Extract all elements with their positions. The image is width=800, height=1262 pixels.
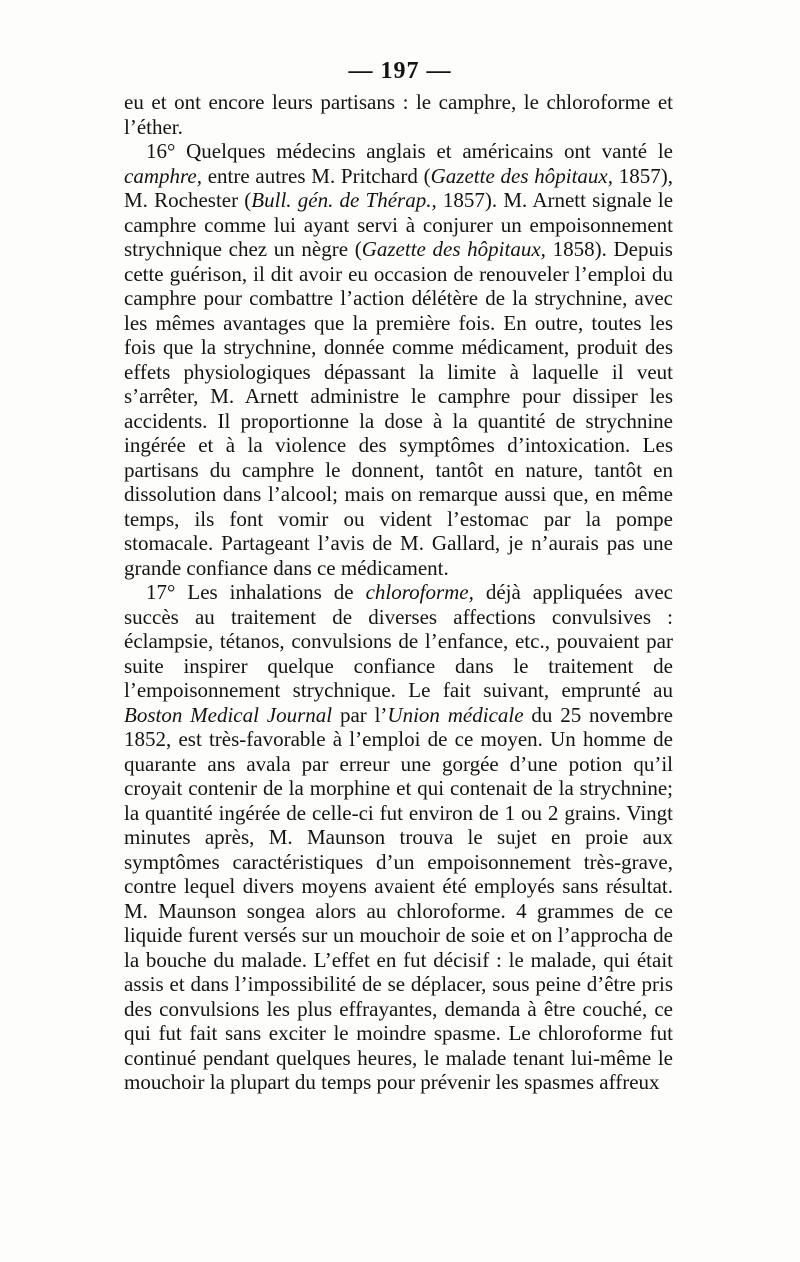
text-run: 1857). M. Arnett signale le camphre comme lui ayant servi à conjurer un empoisonnement strychnique chez un nègre ( xyxy=(124,188,674,261)
italic-run: Gazette des hôpitaux, xyxy=(361,237,546,261)
text-run: par l’ xyxy=(332,702,388,727)
text-run: entre autres M. Pritchard ( xyxy=(201,163,431,188)
text-run: eu et ont encore leurs partisans : le camphre, le chloroforme et l’éther. xyxy=(124,90,673,139)
italic-run: Bull. gén. de Thérap., xyxy=(251,188,437,212)
page-number: — 197 — xyxy=(348,58,452,84)
text-run: du 25 novembre 1852, est très-favorable à l’emploi de ce moyen. Un homme de quarante ans avala par erreur une gorgée d’une potion qu’il croyait contenir de la morphine et qui contenait de la strychnine; la quantité ingérée de celle-ci fut environ de 1 ou 2 grains. Vingt minutes après, M. Maunson trouva le sujet en proie aux symptômes caractéristiques d’un empoisonnement très-grave, contre lequel divers moyens avaient été employés sans résultat. M. Maunson songea alors au chloroforme. 4 grammes de ce liquide furent versés sur un mouchoir de soie et on l’approcha de la bouche du malade. L’effet en fut décisif : le malade, qui était assis et dans l’impossibilité de se déplacer, sous peine d’être pris des convulsions les plus effrayantes, demanda à être couché, ce qui fut fait sans exciter le moindre spasme. Le chloroforme fut continué pendant quelques heures, le malade tenant lui-même le mouchoir la plupart du temps pour prévenir les spasmes affreux xyxy=(124,702,673,1094)
body-text xyxy=(124,90,673,1095)
text-run: 17° Les inhalations de xyxy=(146,580,366,604)
italic-run: camphre, xyxy=(124,163,202,188)
paragraph-17 xyxy=(124,580,673,1095)
italic-run: Gazette des hôpitaux, xyxy=(430,163,613,188)
text-run: 16° Quelques médecins anglais et américains ont vanté le xyxy=(146,139,673,163)
italic-run: chloroforme, xyxy=(365,580,474,604)
paragraph-16 xyxy=(124,139,673,580)
paragraph-continuation xyxy=(124,90,673,139)
text-run: déjà appliquées avec succès au traitement de diverses affections convulsives : éclampsie, tétanos, convulsions de l’enfance, etc., pouvaient par suite inspirer quelque confiance dans le traitement de l’empoisonnement strychnique. Le fait suivant, emprunté au xyxy=(124,580,673,702)
italic-run: Boston Medical Journal xyxy=(124,702,333,727)
text-run: 1857), M. Rochester ( xyxy=(124,163,673,212)
italic-run: Union médicale xyxy=(387,702,524,727)
text-run: 1858). Depuis cette guérison, il dit avoir eu occasion de renouveler l’emploi du camphre pour combattre l’action délétère de la strychnine, avec les mêmes avantages que la première fois. En outre, toutes les fois que la strychnine, donnée comme médicament, produit des effets physiologiques dépassant la limite à laquelle il veut s’arrêter, M. Arnett administre le camphre pour dissiper les accidents. Il proportionne la dose à la quantité de strychnine ingérée et à la violence des symptômes d’intoxication. Les partisans du camphre le donnent, tantôt en nature, tantôt en dissolution dans l’alcool; mais on remarque aussi que, en même temps, ils font vomir ou vident l’estomac par la pompe stomacale. Partageant l’avis de M. Gallard, je n’aurais pas une grande confiance dans ce médicament. xyxy=(124,237,673,580)
